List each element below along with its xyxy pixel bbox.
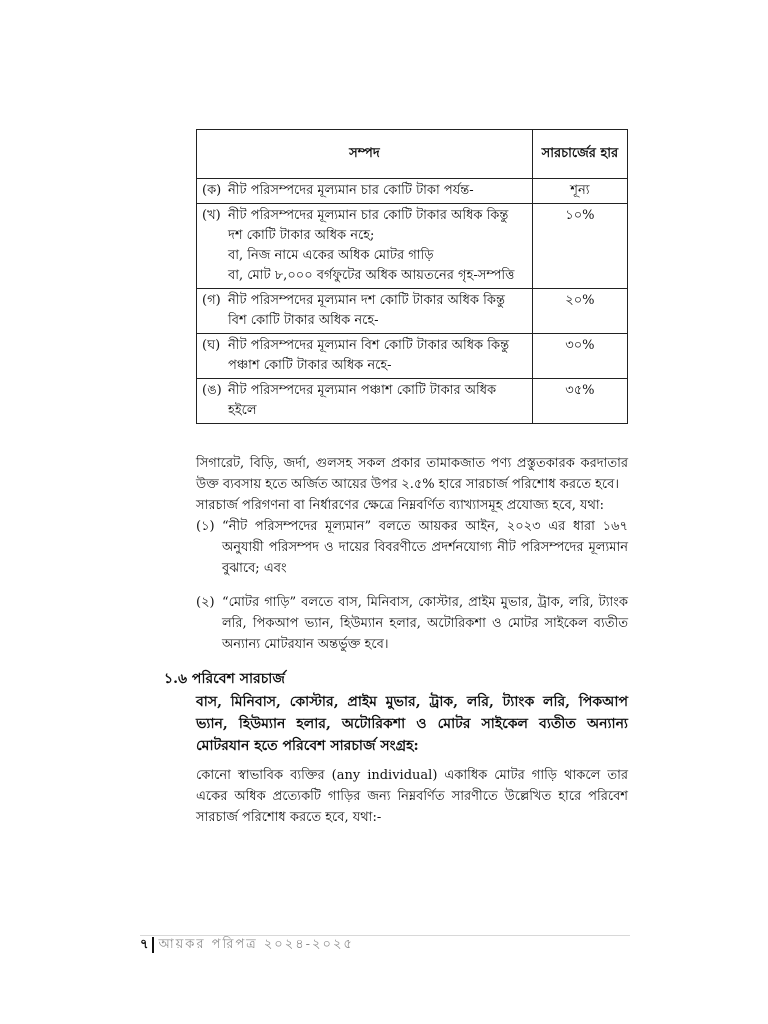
footer-separator: [152, 937, 154, 953]
note-text: “নীট পরিসম্পদের মূল্যমান” বলতে আয়কর আইন, ২০২৩ এর ধারা ১৬৭ অনুযায়ী পরিসম্পদ ও দায়ের বিবরণীতে প্রদর্শনযোগ্য নীট পরিসম্পদের মূল্যমান বুঝাবে; এবং: [222, 519, 628, 576]
asset-cell: [197, 289, 533, 334]
explanation-note: [196, 592, 628, 655]
table-row: [197, 334, 628, 379]
row-line: নীট পরিসম্পদের মূল্যমান চার কোটি টাকার অধিক কিন্তু দশ কোটি টাকার অধিক নহে;: [228, 208, 509, 243]
row-label: (ঘ): [202, 338, 221, 353]
footer-title: আয়কর পরিপত্র ২০২৪-২০২৫: [158, 937, 354, 952]
asset-cell: [197, 179, 533, 204]
asset-cell: [197, 379, 533, 424]
asset-cell: [197, 334, 533, 379]
section-body-paragraph: কোনো স্বাভাবিক ব্যক্তির (any individual) একাধিক মোটর গাড়ি থাকলে তার একের অধিক প্রত্যেকটি গাড়ির জন্য নিম্নবর্ণিত সারণীতে উল্লেখিত হারে পরিবেশ সারচার্জ পরিশোধ করতে হবে, যথা:-: [196, 768, 628, 825]
section-bold-paragraph: বাস, মিনিবাস, কোস্টার, প্রাইম মুভার, ট্রাক, লরি, ট্যাংক লরি, পিকআপ ভ্যান, হিউম্যান হলার, অটোরিকশা ও মোটর সাইকেল ব্যতীত অন্যান্য মোটরযান হতে পরিবেশ সারচার্জ সংগ্রহ:: [196, 694, 628, 754]
row-text: [228, 206, 527, 286]
rate-cell: ৩০%: [532, 334, 627, 379]
surcharge-rate-table: [196, 129, 628, 424]
explanation-note: [196, 516, 628, 579]
rate-cell: ৩৫%: [532, 379, 627, 424]
rate-cell: ২০%: [532, 289, 627, 334]
note-text: “মোটর গাড়ি” বলতে বাস, মিনিবাস, কোস্টার, প্রাইম মুভার, ট্রাক, লরি, ট্যাংক লরি, পিকআপ ভ্যান, হিউম্যান হলার, অটোরিকশা ও মোটর সাইকেল ব্যতীত অন্যান্য মোটরযান অন্তর্ভুক্ত হবে।: [222, 595, 628, 652]
table-row: [197, 179, 628, 204]
header-rate: সারচার্জের হার: [532, 130, 627, 179]
rate-cell: ১০%: [532, 204, 627, 289]
row-line: বা, নিজ নামে একের অধিক মোটর গাড়ি: [228, 248, 434, 263]
row-text: নীট পরিসম্পদের মূল্যমান দশ কোটি টাকার অধিক কিন্তু বিশ কোটি টাকার অধিক নহে-: [228, 293, 505, 328]
note-number: (১): [196, 519, 215, 534]
row-text: নীট পরিসম্পদের মূল্যমান পঞ্চাশ কোটি টাকার অধিক হইলে: [228, 383, 497, 418]
page-footer: [140, 935, 354, 955]
table-row: [197, 379, 628, 424]
rate-cell: শূন্য: [532, 179, 627, 204]
asset-cell: [197, 204, 533, 289]
page-number: ৭: [140, 937, 149, 952]
section-heading: ১.৬ পরিবেশ সারচার্জ: [164, 671, 285, 687]
explanation-intro: সারচার্জ পরিগণনা বা নির্ধারণের ক্ষেত্রে নিম্নবর্ণিত ব্যাখ্যাসমূহ প্রযোজ্য হবে, যথা:: [196, 498, 605, 513]
row-label: (খ): [202, 208, 221, 223]
note-number: (২): [196, 595, 215, 610]
row-line: বা, মোট ৮,০০০ বর্গফুটের অধিক আয়তনের গৃহ-সম্পত্তি: [228, 268, 515, 283]
table-header-row: [197, 130, 628, 179]
row-text: নীট পরিসম্পদের মূল্যমান চার কোটি টাকা পর্যন্ত-: [228, 183, 474, 198]
row-label: (ক): [202, 183, 222, 198]
row-label: (ঙ): [202, 383, 222, 398]
row-text: নীট পরিসম্পদের মূল্যমান বিশ কোটি টাকার অধিক কিন্তু পঞ্চাশ কোটি টাকার অধিক নহে-: [228, 338, 510, 373]
table-row: [197, 204, 628, 289]
row-label: (গ): [202, 293, 221, 308]
table-row: [197, 289, 628, 334]
tobacco-surcharge-paragraph: সিগারেট, বিড়ি, জর্দা, গুলসহ সকল প্রকার তামাকজাত পণ্য প্রস্তুতকারক করদাতার উক্ত ব্যবসায় হতে অর্জিত আয়ের উপর ২.৫% হারে সারচার্জ পরিশোধ করতে হবে।: [196, 456, 628, 492]
header-asset: সম্পদ: [197, 130, 533, 179]
